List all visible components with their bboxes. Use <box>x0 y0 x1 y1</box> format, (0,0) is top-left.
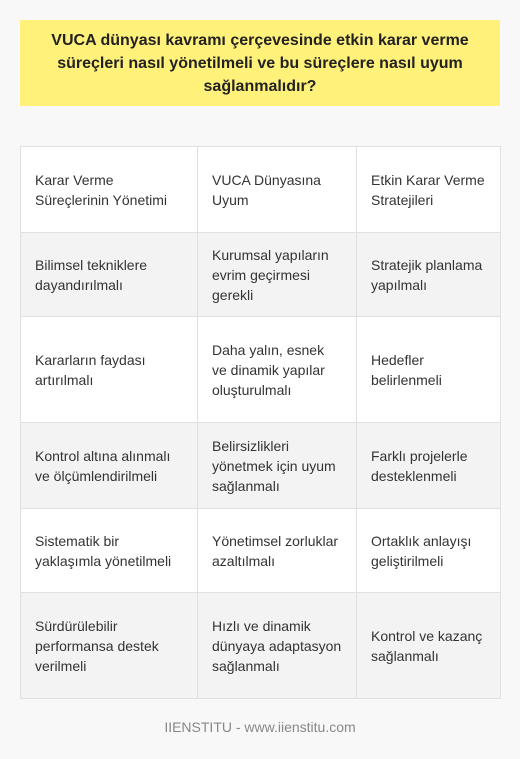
table-cell: Kontrol ve kazanç sağlanmalı <box>357 593 501 699</box>
table-cell: Hedefler belirlenmeli <box>357 317 501 423</box>
table-cell: Ortaklık anlayışı geliştirilmeli <box>357 509 501 593</box>
header-cell: Karar Verme Süreçlerinin Yönetimi <box>21 147 198 233</box>
table-row <box>21 593 501 699</box>
footer-credit: IIENSTITU - www.iienstitu.com <box>164 719 356 735</box>
table-cell: Kontrol altına alınmalı ve ölçümlendirilmeli <box>21 423 198 509</box>
header-cell: Etkin Karar Verme Stratejileri <box>357 147 501 233</box>
page-title: VUCA dünyası kavramı çerçevesinde etkin karar verme süreçleri nasıl yönetilmeli ve bu süreçlere nasıl uyum sağlanmalıdır? <box>51 31 469 95</box>
table-cell: Kurumsal yapıların evrim geçirmesi gerekli <box>198 233 357 317</box>
table-row <box>21 317 501 423</box>
header-cell: VUCA Dünyasına Uyum <box>198 147 357 233</box>
table-row <box>21 509 501 593</box>
table-row <box>21 423 501 509</box>
table-header-row <box>21 147 501 233</box>
table-cell: Farklı projelerle desteklenmeli <box>357 423 501 509</box>
table-cell: Belirsizlikleri yönetmek için uyum sağlanmalı <box>198 423 357 509</box>
table-cell: Yönetimsel zorluklar azaltılmalı <box>198 509 357 593</box>
table-cell: Kararların faydası artırılmalı <box>21 317 198 423</box>
table-cell: Sürdürülebilir performansa destek verilmeli <box>21 593 198 699</box>
table-cell: Sistematik bir yaklaşımla yönetilmeli <box>21 509 198 593</box>
table-cell: Bilimsel tekniklere dayandırılmalı <box>21 233 198 317</box>
table-cell: Hızlı ve dinamik dünyaya adaptasyon sağlanmalı <box>198 593 357 699</box>
table-cell: Stratejik planlama yapılmalı <box>357 233 501 317</box>
comparison-table <box>20 146 501 699</box>
table-row <box>21 233 501 317</box>
table-cell: Daha yalın, esnek ve dinamik yapılar oluşturulmalı <box>198 317 357 423</box>
title-banner <box>20 20 500 106</box>
